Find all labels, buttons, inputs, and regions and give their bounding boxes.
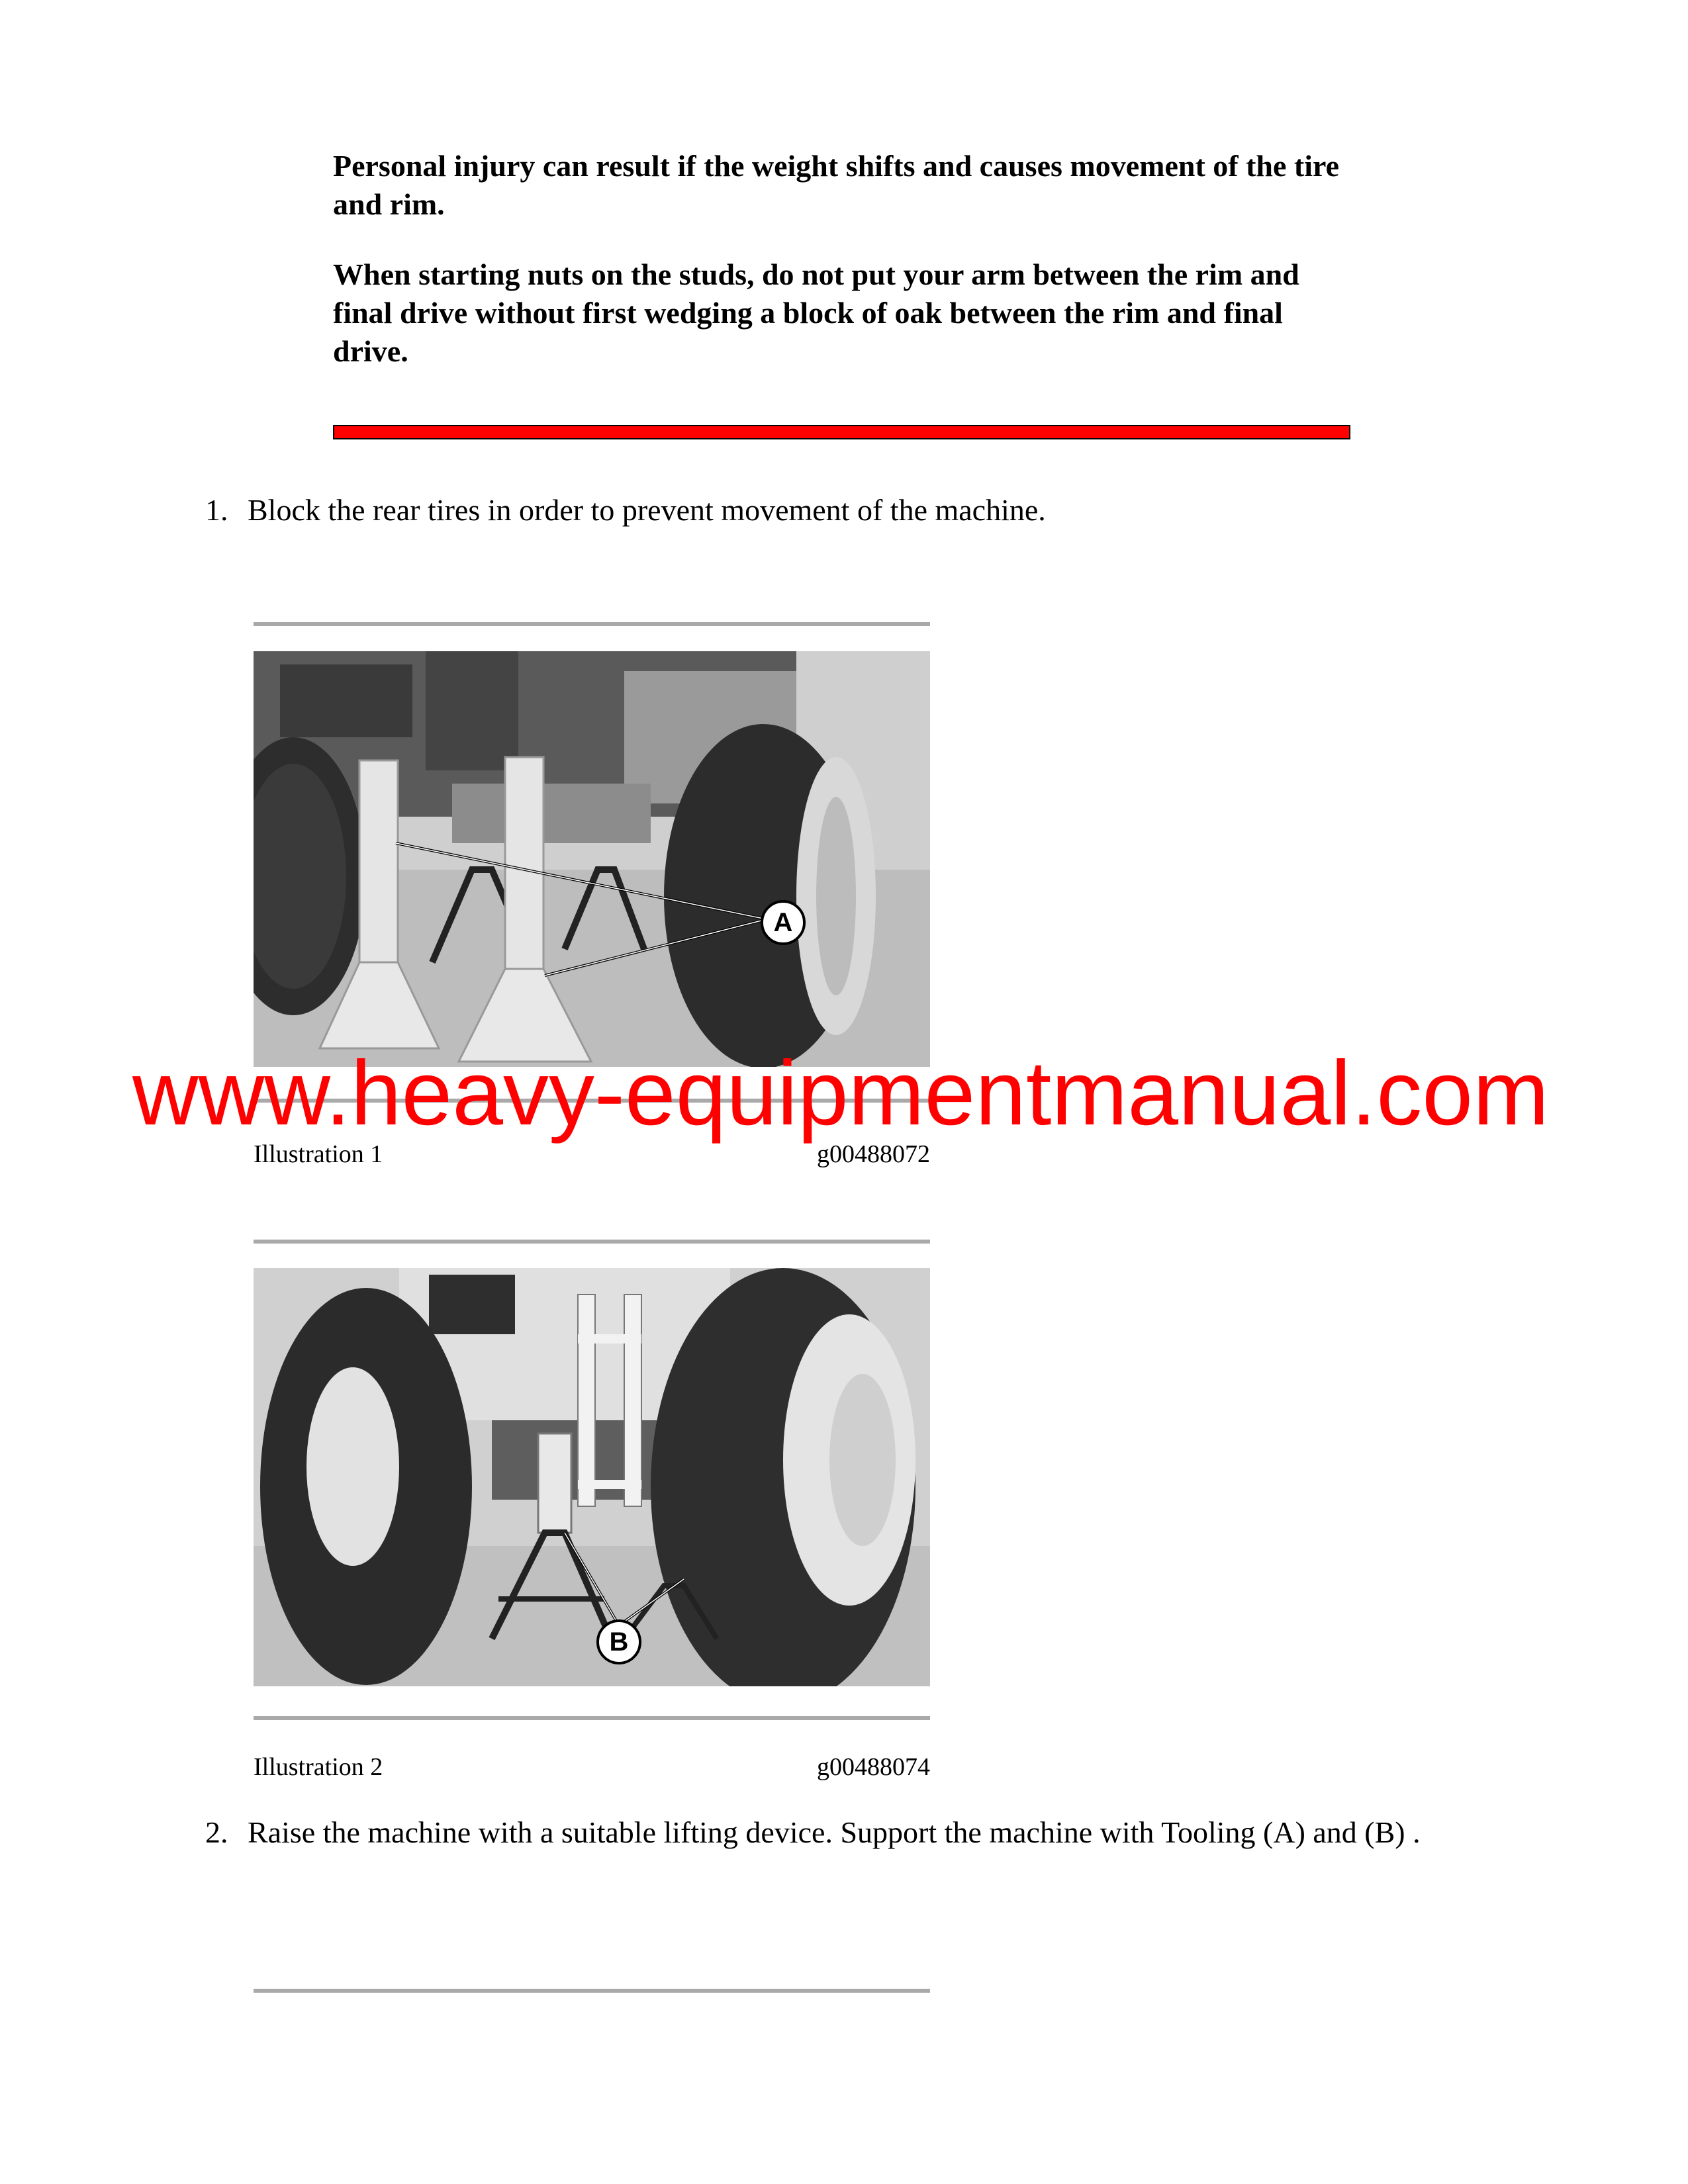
step-number: 2.	[205, 1815, 228, 1849]
warning-paragraph-1: Personal injury can result if the weight shifts and causes movement of the tire and rim.	[333, 149, 1339, 221]
jack-stands-illustration	[254, 651, 930, 1067]
illustration-code: g00488072	[817, 1140, 930, 1168]
illustration-1-photo	[254, 651, 930, 1067]
illustration-label: Illustration 1	[254, 1140, 383, 1168]
step-number: 1.	[205, 493, 228, 527]
illustration-top-rule	[254, 1240, 930, 1244]
warning-red-bar	[333, 425, 1350, 439]
jack-stand-illustration	[254, 1268, 930, 1686]
illustration-bottom-rule	[254, 1716, 930, 1720]
warning-block	[333, 147, 1366, 402]
step-text: Block the rear tires in order to prevent movement of the machine.	[248, 493, 1046, 527]
illustration-top-rule	[254, 622, 930, 626]
illustration-2-photo	[254, 1268, 930, 1686]
watermark-url: www.heavy-equipmentmanual.com	[132, 1042, 1550, 1144]
illustration-code: g00488074	[817, 1753, 930, 1781]
illustration-label: Illustration 2	[254, 1753, 383, 1781]
warning-paragraph-2: When starting nuts on the studs, do not put your arm between the rim and final drive without first wedging a block of oak between the rim and final drive.	[333, 257, 1299, 368]
step-2	[205, 1813, 1463, 1852]
step-1	[205, 491, 1463, 529]
callout-label: B	[609, 1627, 629, 1657]
illustration-top-rule	[254, 1989, 930, 1993]
callout-label: A	[773, 908, 793, 937]
step-text: Raise the machine with a suitable lifting device. Support the machine with Tooling (A) and (B) .	[248, 1815, 1421, 1849]
